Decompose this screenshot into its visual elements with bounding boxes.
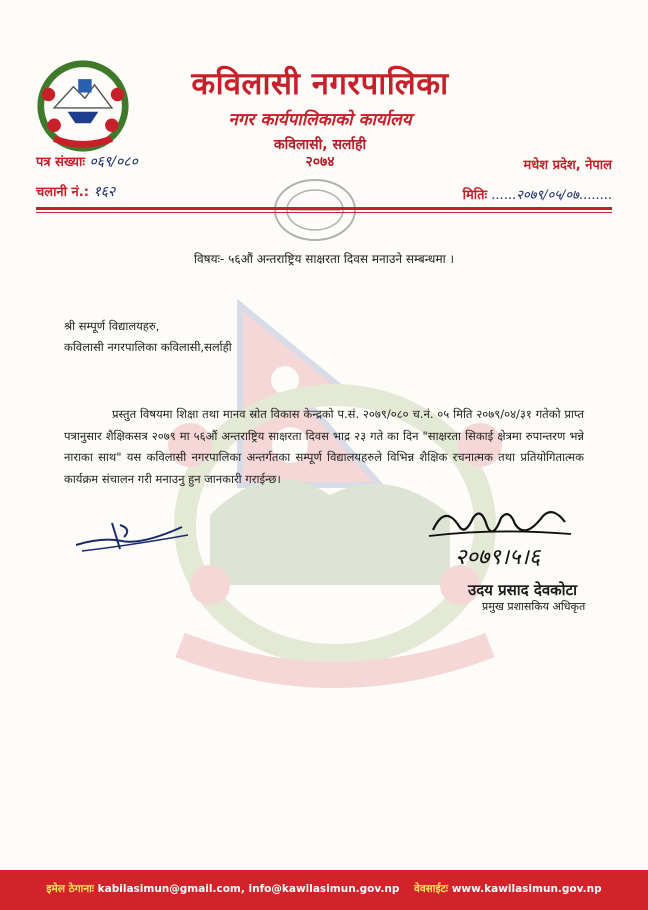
officer-signature (425, 500, 575, 570)
date-label: मितिः (462, 188, 488, 203)
website-label: वेवसाईटः (413, 883, 449, 895)
office-name: नगर कार्यपालिकाको कार्यालय (228, 110, 412, 130)
received-stamp (270, 175, 360, 245)
date-value: ......२०७९/०५/०७........ (491, 188, 612, 203)
province-country: मधेश प्रदेश, नेपाल (523, 158, 612, 173)
reference-value: ०६९/०८० (89, 154, 138, 170)
municipality-logo (34, 58, 132, 154)
dispatch-value: १६२ (93, 184, 116, 200)
addressee-line-1: श्री सम्पूर्ण विद्यालयहरु, (64, 319, 160, 333)
handwritten-date: २०७९।५।६ (455, 545, 541, 570)
header-divider-thin (36, 212, 612, 213)
dispatch-number (36, 182, 115, 201)
addressee-line-2: कविलासी नगरपालिका कविलासी,सर्लाही (64, 340, 232, 354)
organization-name: कविलासी नगरपालिका (191, 66, 449, 102)
signer-name: उदय प्रसाद देवकोटा (468, 581, 578, 599)
office-address: कविलासी, सर्लाही (273, 137, 367, 153)
letter-date (463, 185, 612, 203)
initial-signature (72, 515, 192, 555)
addressee-block (64, 316, 232, 358)
dispatch-label: चलानी नं.: (36, 185, 89, 200)
letter-subject: विषयः- ५६औं अन्तराष्ट्रिय साक्षरता दिवस मनाउने सम्बन्धमा । (193, 252, 455, 266)
website-value[interactable]: www.kawilasimun.gov.np (451, 883, 602, 895)
email-value[interactable]: kabilasimun@gmail.com, info@kawilasimun.gov.np (97, 883, 400, 895)
established-year: २०७४ (305, 154, 335, 170)
reference-label: पत्र संख्याः (36, 155, 86, 170)
letter-body: प्रस्तुत विषयमा शिक्षा तथा मानव स्रोत विकास केन्द्रको प.सं. २०७९/०८० च.नं. ०५ मिति २०७९/०४/३१ गतेको प्राप्त पत्रानुसार शैक्षिकसत्र २०७९ मा ५६औं अन्तराष्ट्रिय साक्षरता दिवस भाद्र २३ गते का दिन "साक्षरता सिकाई क्षेत्रमा रुपान्तरण भन्ने नाराका साथ" यस कविलासी नगरपालिका अन्तर्गतका सम्पूर्ण विद्यालयहरुले विभिन्न शैक्षिक रचनात्मक तथा प्रतियोगितात्मक कार्यक्रम संचालन गरी मनाउनु हुन जानकारी गराईन्छ। (64, 407, 584, 486)
footer-contact (0, 882, 648, 896)
signer-title: प्रमुख प्रशासकिय अधिकृत (482, 600, 586, 613)
reference-number (36, 152, 138, 171)
email-label: इमेल ठेगानाः (46, 883, 94, 895)
footer-bar (0, 870, 648, 910)
header-divider (36, 207, 612, 210)
